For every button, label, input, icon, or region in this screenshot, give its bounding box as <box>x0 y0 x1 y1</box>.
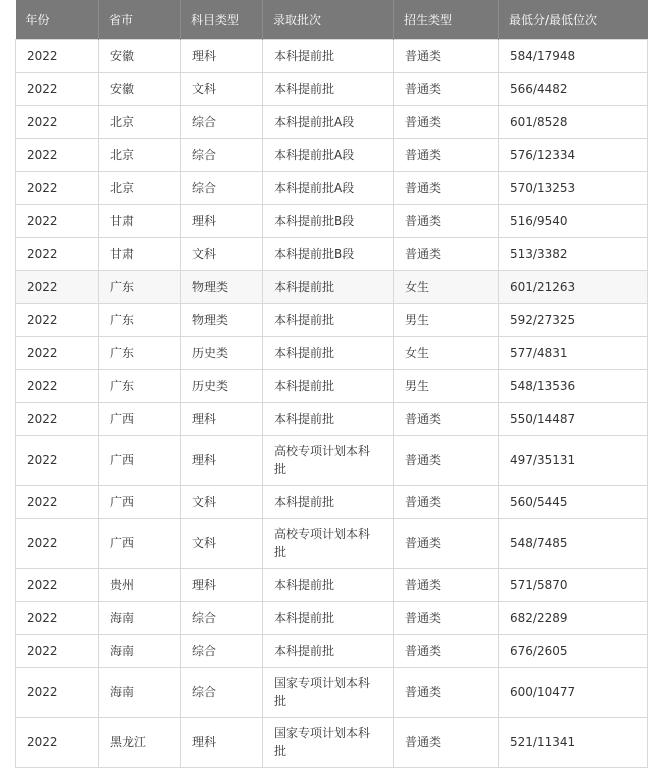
cell-min-score-rank: 566/4482 <box>499 72 648 105</box>
cell-admission-batch: 本科提前批 <box>263 485 394 518</box>
cell-year: 2022 <box>16 402 99 435</box>
table-row <box>16 105 648 138</box>
table-row <box>16 237 648 270</box>
cell-year: 2022 <box>16 237 99 270</box>
table-header-row <box>16 0 648 39</box>
cell-province: 广东 <box>99 369 181 402</box>
cell-admission-batch: 本科提前批 <box>263 72 394 105</box>
table-body <box>16 39 648 767</box>
cell-admission-batch: 本科提前批 <box>263 303 394 336</box>
cell-year: 2022 <box>16 435 99 485</box>
cell-province: 海南 <box>99 634 181 667</box>
cell-province: 海南 <box>99 667 181 717</box>
cell-min-score-rank: 576/12334 <box>499 138 648 171</box>
cell-enrollment-type: 普通类 <box>394 485 499 518</box>
cell-admission-batch: 本科提前批A段 <box>263 105 394 138</box>
cell-admission-batch: 本科提前批B段 <box>263 237 394 270</box>
cell-min-score-rank: 682/2289 <box>499 601 648 634</box>
cell-year: 2022 <box>16 717 99 767</box>
cell-enrollment-type: 普通类 <box>394 237 499 270</box>
cell-province: 北京 <box>99 138 181 171</box>
cell-province: 广西 <box>99 485 181 518</box>
cell-min-score-rank: 571/5870 <box>499 568 648 601</box>
cell-enrollment-type: 男生 <box>394 303 499 336</box>
table-row <box>16 369 648 402</box>
cell-subject-type: 物理类 <box>181 270 263 303</box>
cell-admission-batch: 本科提前批B段 <box>263 204 394 237</box>
cell-min-score-rank: 521/11341 <box>499 717 648 767</box>
cell-subject-type: 理科 <box>181 568 263 601</box>
cell-province: 安徽 <box>99 72 181 105</box>
cell-subject-type: 综合 <box>181 634 263 667</box>
cell-min-score-rank: 550/14487 <box>499 402 648 435</box>
cell-year: 2022 <box>16 39 99 72</box>
cell-subject-type: 历史类 <box>181 369 263 402</box>
cell-enrollment-type: 普通类 <box>394 39 499 72</box>
cell-province: 黑龙江 <box>99 717 181 767</box>
cell-subject-type: 文科 <box>181 72 263 105</box>
cell-enrollment-type: 普通类 <box>394 601 499 634</box>
cell-admission-batch: 本科提前批 <box>263 270 394 303</box>
cell-year: 2022 <box>16 204 99 237</box>
header-enrollment-type: 招生类型 <box>394 0 499 39</box>
table-row <box>16 270 648 303</box>
cell-year: 2022 <box>16 634 99 667</box>
cell-enrollment-type: 普通类 <box>394 717 499 767</box>
cell-enrollment-type: 普通类 <box>394 402 499 435</box>
cell-province: 广东 <box>99 270 181 303</box>
cell-enrollment-type: 女生 <box>394 270 499 303</box>
cell-min-score-rank: 577/4831 <box>499 336 648 369</box>
cell-subject-type: 综合 <box>181 138 263 171</box>
cell-admission-batch: 本科提前批 <box>263 39 394 72</box>
cell-enrollment-type: 普通类 <box>394 171 499 204</box>
cell-subject-type: 理科 <box>181 39 263 72</box>
cell-admission-batch: 国家专项计划本科批 <box>263 667 394 717</box>
cell-province: 广西 <box>99 402 181 435</box>
cell-min-score-rank: 513/3382 <box>499 237 648 270</box>
cell-year: 2022 <box>16 270 99 303</box>
cell-enrollment-type: 普通类 <box>394 138 499 171</box>
header-subject-type: 科目类型 <box>181 0 263 39</box>
cell-province: 北京 <box>99 105 181 138</box>
cell-enrollment-type: 普通类 <box>394 435 499 485</box>
cell-subject-type: 理科 <box>181 435 263 485</box>
cell-min-score-rank: 548/13536 <box>499 369 648 402</box>
table-row <box>16 435 648 485</box>
cell-min-score-rank: 548/7485 <box>499 518 648 568</box>
table-row <box>16 171 648 204</box>
cell-province: 广东 <box>99 303 181 336</box>
cell-admission-batch: 本科提前批A段 <box>263 138 394 171</box>
cell-year: 2022 <box>16 485 99 518</box>
cell-min-score-rank: 600/10477 <box>499 667 648 717</box>
table-row <box>16 402 648 435</box>
cell-admission-batch: 本科提前批 <box>263 369 394 402</box>
header-admission-batch: 录取批次 <box>263 0 394 39</box>
cell-province: 海南 <box>99 601 181 634</box>
cell-admission-batch: 高校专项计划本科批 <box>263 435 394 485</box>
cell-province: 广西 <box>99 435 181 485</box>
header-year: 年份 <box>16 0 99 39</box>
cell-admission-batch: 本科提前批 <box>263 568 394 601</box>
cell-year: 2022 <box>16 518 99 568</box>
cell-admission-batch: 本科提前批 <box>263 336 394 369</box>
cell-year: 2022 <box>16 336 99 369</box>
cell-admission-batch: 本科提前批 <box>263 634 394 667</box>
cell-admission-batch: 本科提前批 <box>263 402 394 435</box>
cell-enrollment-type: 男生 <box>394 369 499 402</box>
cell-enrollment-type: 女生 <box>394 336 499 369</box>
cell-min-score-rank: 601/21263 <box>499 270 648 303</box>
cell-subject-type: 理科 <box>181 402 263 435</box>
cell-min-score-rank: 584/17948 <box>499 39 648 72</box>
cell-year: 2022 <box>16 568 99 601</box>
cell-min-score-rank: 570/13253 <box>499 171 648 204</box>
cell-admission-batch: 本科提前批 <box>263 601 394 634</box>
admission-score-table <box>15 0 648 768</box>
cell-min-score-rank: 601/8528 <box>499 105 648 138</box>
cell-province: 贵州 <box>99 568 181 601</box>
cell-year: 2022 <box>16 667 99 717</box>
table-row <box>16 485 648 518</box>
cell-min-score-rank: 560/5445 <box>499 485 648 518</box>
cell-year: 2022 <box>16 171 99 204</box>
cell-year: 2022 <box>16 72 99 105</box>
cell-year: 2022 <box>16 601 99 634</box>
cell-province: 安徽 <box>99 39 181 72</box>
header-province: 省市 <box>99 0 181 39</box>
table-row <box>16 601 648 634</box>
cell-year: 2022 <box>16 105 99 138</box>
cell-year: 2022 <box>16 369 99 402</box>
cell-province: 广东 <box>99 336 181 369</box>
cell-subject-type: 综合 <box>181 601 263 634</box>
cell-province: 甘肃 <box>99 237 181 270</box>
cell-province: 北京 <box>99 171 181 204</box>
table-row <box>16 518 648 568</box>
cell-subject-type: 文科 <box>181 518 263 568</box>
cell-subject-type: 历史类 <box>181 336 263 369</box>
cell-province: 广西 <box>99 518 181 568</box>
cell-year: 2022 <box>16 303 99 336</box>
table-row <box>16 204 648 237</box>
table-row <box>16 667 648 717</box>
cell-admission-batch: 本科提前批A段 <box>263 171 394 204</box>
table-row <box>16 336 648 369</box>
cell-province: 甘肃 <box>99 204 181 237</box>
cell-year: 2022 <box>16 138 99 171</box>
cell-subject-type: 文科 <box>181 237 263 270</box>
table-row <box>16 39 648 72</box>
cell-enrollment-type: 普通类 <box>394 568 499 601</box>
cell-subject-type: 理科 <box>181 717 263 767</box>
cell-min-score-rank: 516/9540 <box>499 204 648 237</box>
cell-enrollment-type: 普通类 <box>394 518 499 568</box>
cell-subject-type: 综合 <box>181 171 263 204</box>
cell-enrollment-type: 普通类 <box>394 105 499 138</box>
cell-min-score-rank: 497/35131 <box>499 435 648 485</box>
cell-enrollment-type: 普通类 <box>394 667 499 717</box>
header-min-score-rank: 最低分/最低位次 <box>499 0 648 39</box>
cell-min-score-rank: 676/2605 <box>499 634 648 667</box>
cell-enrollment-type: 普通类 <box>394 72 499 105</box>
cell-subject-type: 综合 <box>181 105 263 138</box>
cell-subject-type: 物理类 <box>181 303 263 336</box>
table-row <box>16 138 648 171</box>
cell-enrollment-type: 普通类 <box>394 204 499 237</box>
cell-subject-type: 文科 <box>181 485 263 518</box>
cell-subject-type: 理科 <box>181 204 263 237</box>
table-row <box>16 717 648 767</box>
cell-enrollment-type: 普通类 <box>394 634 499 667</box>
table-row <box>16 72 648 105</box>
cell-admission-batch: 高校专项计划本科批 <box>263 518 394 568</box>
table-row <box>16 634 648 667</box>
table-row <box>16 568 648 601</box>
cell-admission-batch: 国家专项计划本科批 <box>263 717 394 767</box>
cell-min-score-rank: 592/27325 <box>499 303 648 336</box>
table-row <box>16 303 648 336</box>
cell-subject-type: 综合 <box>181 667 263 717</box>
